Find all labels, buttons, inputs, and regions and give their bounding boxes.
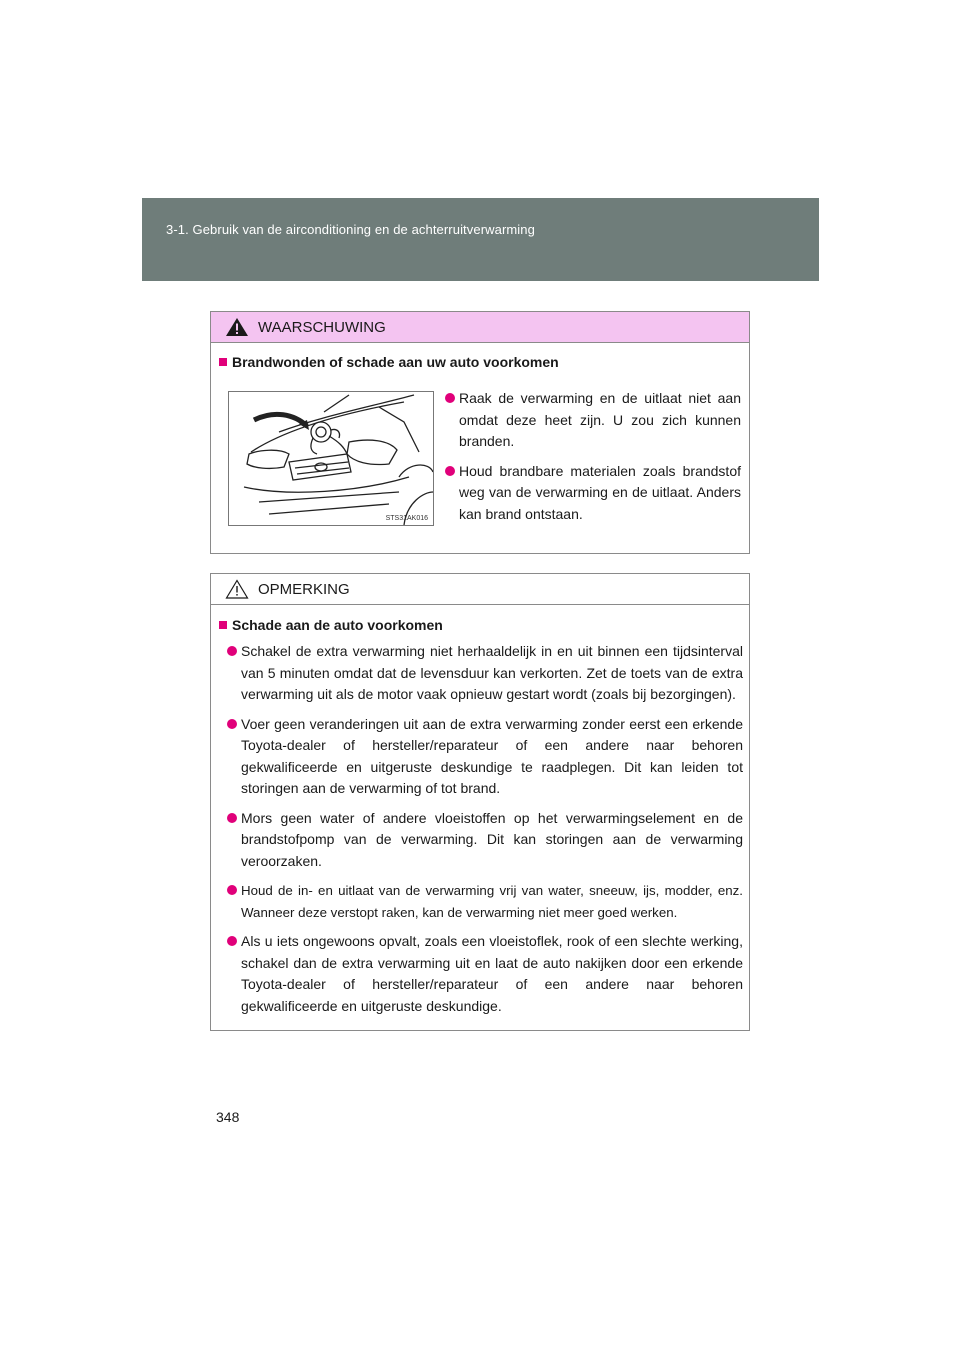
warning-section-heading [219, 354, 559, 370]
list-item: Als u iets ongewoons opvalt, zoals een vloeistoflek, rook of een slechte werking, schakel dan de extra verwarming uit en laat de auto nakijken door een erkende Toyota-dealer of hersteller/reparateur of een andere naar behoren gekwalificeerde en uitgeruste deskundige. [227, 931, 743, 1017]
warning-header [211, 312, 749, 343]
list-item: Voer geen veranderingen uit aan de extra verwarming zonder eerst een erkende Toyota-dealer of hersteller/reparateur of een andere naar behoren gekwalificeerde en uitgeruste deskundige te raadplegen. Dit kan leiden tot storingen aan de verwarming of tot brand. [227, 714, 743, 800]
chapter-title: 3-1. Gebruik van de airconditioning en de achterruitverwarming [166, 222, 535, 237]
bullet-dot-icon [227, 719, 237, 729]
bullet-dot-icon [227, 813, 237, 823]
warning-section-title: Brandwonden of schade aan uw auto voorkomen [232, 354, 559, 370]
notice-section-heading [219, 617, 443, 633]
illustration-code: STS31AK016 [385, 515, 428, 522]
page-number: 348 [216, 1109, 240, 1125]
warning-label: WAARSCHUWING [258, 318, 386, 336]
square-bullet-icon [219, 621, 227, 629]
chapter-header [142, 198, 819, 281]
bullet-dot-icon [445, 393, 455, 403]
square-bullet-icon [219, 358, 227, 366]
warning-bullet-list [445, 388, 741, 533]
bullet-dot-icon [445, 466, 455, 476]
car-front-drawing [229, 392, 433, 525]
list-item: Houd de in- en uitlaat van de verwarming vrij van water, sneeuw, ijs, modder, enz. Wanneer deze verstopt raken, kan de verwarming niet meer goed werken. [227, 880, 743, 923]
bullet-dot-icon [227, 885, 237, 895]
notice-header [211, 574, 749, 605]
list-item: Raak de verwarming en de uitlaat niet aan omdat deze heet zijn. U zou zich kunnen branden. [445, 388, 741, 453]
list-item: Mors geen water of andere vloeistoffen op het verwarmingselement en de brandstofpomp van de verwarming. Dit kan storingen aan de verwarming veroorzaken. [227, 808, 743, 873]
caution-outline-icon [225, 579, 249, 599]
notice-box [210, 573, 750, 1031]
notice-bullet-list [227, 641, 743, 1025]
list-item: Houd brandbare materialen zoals brandstof weg van de verwarming en de uitlaat. Anders kan brand ontstaan. [445, 461, 741, 526]
car-heater-illustration [228, 391, 434, 526]
warning-filled-icon [225, 317, 249, 337]
notice-section-title: Schade aan de auto voorkomen [232, 617, 443, 633]
notice-label: OPMERKING [258, 580, 350, 598]
bullet-dot-icon [227, 936, 237, 946]
list-item: Schakel de extra verwarming niet herhaaldelijk in en uit binnen een tijdsinterval van 5 minuten omdat dat de levensduur kan verkorten. Zet de toets van de extra verwarming uit als de motor vaak opnieuw gestart wordt (zoals bij bezorgingen). [227, 641, 743, 706]
warning-box [210, 311, 750, 554]
bullet-dot-icon [227, 646, 237, 656]
